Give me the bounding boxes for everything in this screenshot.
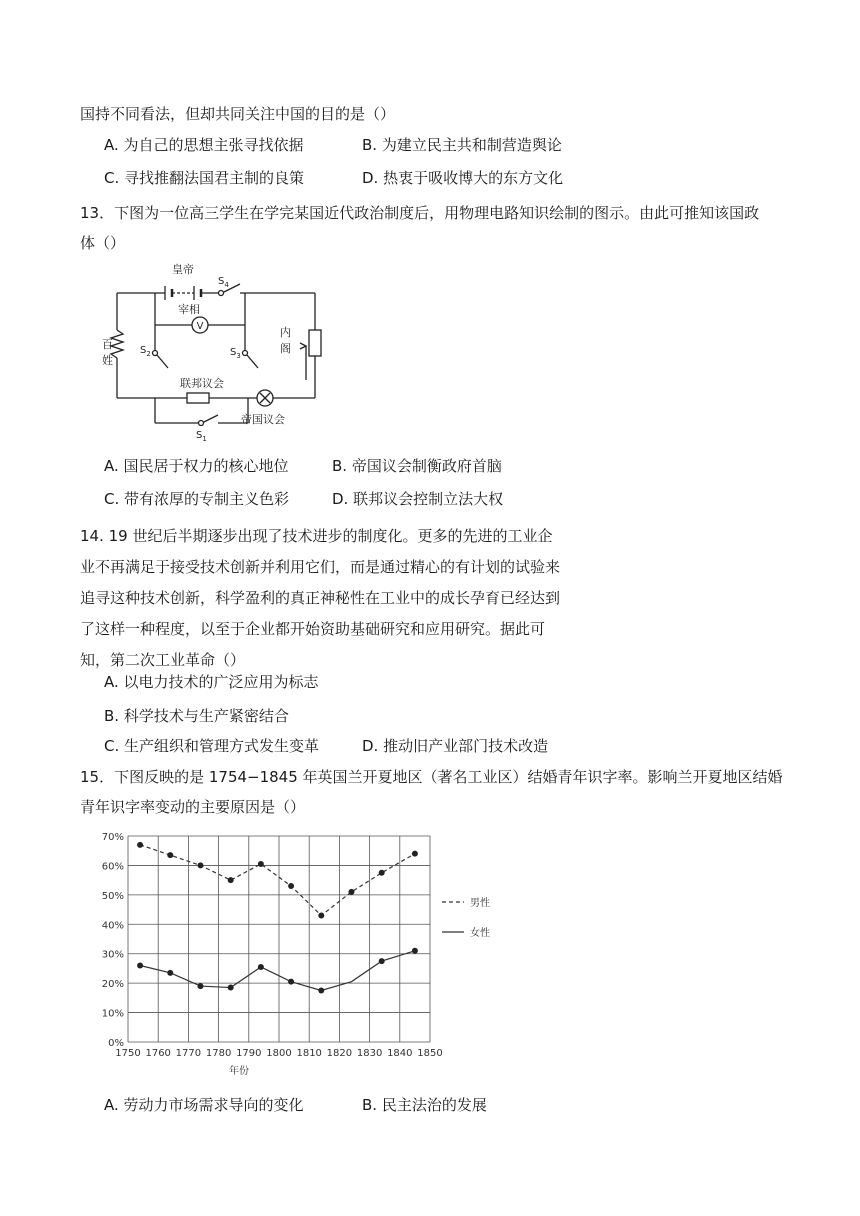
label-federal-council: 联邦议会 bbox=[180, 377, 224, 390]
legend-label: 女性 bbox=[470, 928, 490, 939]
x-tick-label: 1760 bbox=[145, 1048, 171, 1059]
literacy-chart bbox=[80, 822, 500, 1082]
y-tick-label: 0% bbox=[108, 1038, 124, 1049]
q13-option-a: A. 国民居于权力的核心地位 bbox=[104, 457, 289, 475]
q14-stem: 14. 19 世纪后半期逐步出现了技术进步的制度化。更多的先进的工业企业不再满足于接受技术创新并利用它们，而是通过精心的有计划的试验来追寻这种技术创新，科学盈利的真正神秘性在工业中的成长孕育已经达到了这样一种程度，以至于企业都开始资助基础研究和应用研究。据此可知，第二次工业革命（） bbox=[80, 527, 561, 669]
switch-s2: S bbox=[140, 345, 147, 356]
y-tick-label: 30% bbox=[101, 949, 124, 961]
q13-option-b: B. 帝国议会制衡政府首脑 bbox=[332, 457, 502, 475]
q15-option-b: B. 民主法治的发展 bbox=[362, 1096, 487, 1114]
voltmeter-label: V bbox=[196, 321, 204, 332]
x-tick-label: 1790 bbox=[236, 1048, 262, 1059]
q15-option-a: A. 劳动力市场需求导向的变化 bbox=[104, 1096, 304, 1114]
q12-option-a: A. 为自己的思想主张寻找依据 bbox=[104, 136, 304, 154]
svg-text:内: 内 bbox=[280, 326, 291, 339]
data-point bbox=[379, 958, 385, 964]
svg-text:百: 百 bbox=[102, 338, 113, 351]
data-point bbox=[412, 851, 418, 857]
x-tick-label: 1810 bbox=[296, 1048, 322, 1059]
q13-stem-line1: 13．下图为一位高三学生在学完某国近代政治制度后，用物理电路知识绘制的图示。由此可推知该国政 bbox=[80, 204, 760, 222]
switch-s3-sub: 3 bbox=[236, 352, 241, 360]
label-reichstag: 帝国议会 bbox=[241, 413, 285, 426]
x-tick-label: 1850 bbox=[417, 1048, 443, 1059]
y-tick-label: 60% bbox=[101, 861, 124, 873]
x-tick-label: 1770 bbox=[175, 1048, 202, 1059]
x-tick-label: 1820 bbox=[326, 1048, 353, 1059]
x-tick-label: 1750 bbox=[115, 1048, 141, 1059]
data-point bbox=[288, 883, 294, 889]
q14-option-d: D. 推动旧产业部门技术改造 bbox=[362, 737, 549, 755]
svg-text:S2 bbox=[140, 345, 151, 358]
series-line-male bbox=[140, 845, 415, 916]
q13-option-c: C. 带有浓厚的专制主义色彩 bbox=[104, 490, 290, 508]
switch-s4: S bbox=[218, 276, 225, 287]
q13-option-d: D. 联邦议会控制立法大权 bbox=[332, 490, 504, 508]
data-point bbox=[137, 842, 143, 848]
data-point bbox=[348, 889, 354, 895]
data-point bbox=[258, 964, 264, 970]
data-point bbox=[167, 970, 173, 976]
y-tick-label: 70% bbox=[101, 832, 124, 843]
y-tick-label: 50% bbox=[101, 890, 124, 902]
x-axis-label: 年份 bbox=[229, 1066, 249, 1077]
data-point bbox=[137, 962, 143, 968]
data-point bbox=[197, 862, 203, 868]
svg-text:阁: 阁 bbox=[280, 342, 291, 355]
y-tick-label: 20% bbox=[101, 979, 124, 991]
label-cabinet bbox=[280, 325, 291, 355]
switch-s1-sub: 1 bbox=[202, 435, 207, 443]
switch-s4-sub: 4 bbox=[224, 281, 229, 289]
label-chancellor: 宰相 bbox=[178, 303, 200, 316]
data-point bbox=[379, 870, 385, 876]
q14-option-b: B. 科学技术与生产紧密结合 bbox=[104, 707, 289, 725]
legend-label: 男性 bbox=[470, 898, 490, 909]
svg-text:姓: 姓 bbox=[102, 354, 113, 367]
switch-s3: S bbox=[230, 347, 237, 358]
q14-option-a: A. 以电力技术的广泛应用为标志 bbox=[104, 673, 319, 691]
data-point bbox=[288, 979, 294, 985]
data-point bbox=[258, 861, 264, 867]
data-point bbox=[318, 912, 324, 918]
q12-option-d: D. 热衷于吸收博大的东方文化 bbox=[362, 169, 564, 187]
data-point bbox=[228, 985, 234, 991]
data-point bbox=[228, 877, 234, 883]
data-point bbox=[318, 988, 324, 994]
x-tick-label: 1800 bbox=[266, 1048, 292, 1059]
switch-s1: S bbox=[196, 430, 203, 441]
q12-option-c: C. 寻找推翻法国君主制的良策 bbox=[104, 169, 305, 187]
q15-stem-line1: 15．下图反映的是 1754−1845 年英国兰开夏地区（著名工业区）结婚青年识字率。影响兰开夏地区结婚 bbox=[80, 768, 783, 786]
q12-stem: 国持不同看法，但却共同关注中国的目的是（） bbox=[80, 105, 396, 123]
q15-stem-line2: 青年识字率变动的主要原因是（） bbox=[80, 798, 306, 816]
svg-text:S4 bbox=[218, 276, 229, 289]
series-line-female bbox=[140, 951, 415, 991]
data-point bbox=[167, 852, 173, 858]
x-tick-label: 1780 bbox=[205, 1048, 232, 1059]
data-point bbox=[197, 983, 203, 989]
label-emperor: 皇帝 bbox=[172, 263, 194, 276]
label-people bbox=[102, 338, 113, 367]
circuit-diagram bbox=[100, 258, 340, 448]
x-tick-label: 1840 bbox=[387, 1048, 413, 1059]
q12-option-b: B. 为建立民主共和制营造舆论 bbox=[362, 136, 562, 154]
q14-option-c: C. 生产组织和管理方式发生变革 bbox=[104, 737, 320, 755]
switch-s2-sub: 2 bbox=[146, 350, 151, 358]
data-point bbox=[412, 948, 418, 954]
y-tick-label: 40% bbox=[101, 920, 124, 932]
x-tick-label: 1830 bbox=[356, 1048, 383, 1059]
svg-text:S1 bbox=[196, 430, 207, 443]
y-tick-label: 10% bbox=[101, 1008, 124, 1020]
svg-text:S3 bbox=[230, 347, 241, 360]
q13-stem-line2: 体（） bbox=[80, 234, 126, 252]
